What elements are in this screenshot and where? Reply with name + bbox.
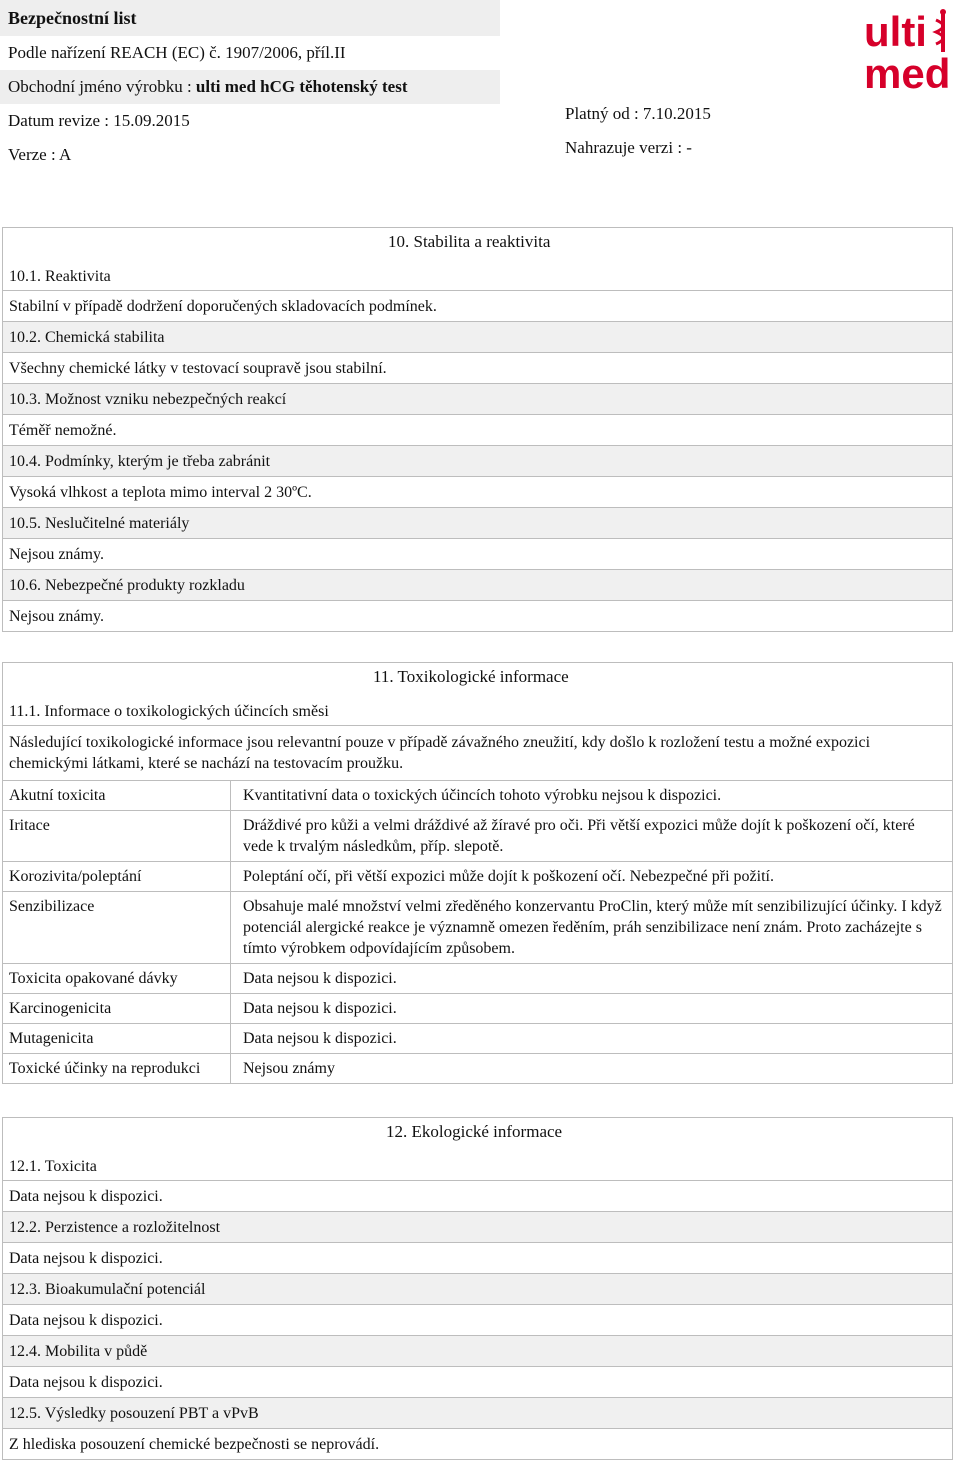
tox-value: Poleptání očí, při větší expozici může dojít k poškození očí. Nebezpečné při požití. bbox=[231, 861, 952, 891]
tox-value: Data nejsou k dispozici. bbox=[231, 993, 952, 1023]
row-12-b: 12.2. Perzistence a rozložitelnost bbox=[3, 1211, 952, 1242]
section-10-title: 10. Stabilita a reaktivita bbox=[388, 232, 551, 251]
row-12-e: Data nejsou k dispozici. bbox=[3, 1304, 952, 1335]
row-10-e: Téměř nemožné. bbox=[3, 414, 952, 445]
row-10-b: 10.2. Chemická stabilita bbox=[3, 321, 952, 352]
section-10-header bbox=[3, 227, 952, 290]
product-name: ulti med hCG těhotenský test bbox=[195, 77, 408, 96]
tox-value: Data nejsou k dispozici. bbox=[231, 1023, 952, 1053]
section-11-subtitle: 11.1. Informace o toxikologických účincích směsi bbox=[9, 703, 329, 720]
row-10-j: 10.6. Nebezpečné produkty rozkladu bbox=[3, 569, 952, 600]
tox-label: Karcinogenicita bbox=[3, 993, 231, 1023]
row-10-c: Všechny chemické látky v testovací soupravě jsou stabilní. bbox=[3, 352, 952, 383]
section-12-header bbox=[3, 1117, 952, 1180]
caduceus-icon bbox=[936, 9, 946, 52]
document-title: Bezpečnostní list bbox=[0, 0, 500, 36]
row-10-f: 10.4. Podmínky, kterým je třeba zabránit bbox=[3, 445, 952, 476]
section-12-subtitle: 12.1. Toxicita bbox=[9, 1158, 97, 1175]
tox-label: Toxické účinky na reprodukci bbox=[3, 1053, 231, 1083]
toxicology-table bbox=[3, 780, 952, 1083]
valid-from: Platný od : 7.10.2015 bbox=[565, 104, 711, 123]
section-11-title: 11. Toxikologické informace bbox=[373, 667, 569, 686]
row-12-a: Data nejsou k dispozici. bbox=[3, 1180, 952, 1211]
tox-value: Dráždivé pro kůži a velmi dráždivé až žíravé pro oči. Při větší expozici může dojít k poškození očí, které vede k trvalým následkům, příp. slepotě. bbox=[231, 810, 952, 861]
row-12-d: 12.3. Bioakumulační potenciál bbox=[3, 1273, 952, 1304]
section-10 bbox=[2, 227, 953, 632]
section-12 bbox=[2, 1117, 953, 1460]
replaces-version: Nahrazuje verzi : - bbox=[565, 138, 692, 157]
product-line bbox=[0, 70, 500, 104]
ulti-med-logo bbox=[862, 6, 954, 94]
row-12-g: Data nejsou k dispozici. bbox=[3, 1366, 952, 1397]
document-header bbox=[0, 0, 500, 172]
tox-value: Nejsou známy bbox=[231, 1053, 952, 1083]
section-11 bbox=[2, 662, 953, 1084]
row-12-i: Z hlediska posouzení chemické bezpečnosti se neprovádí. bbox=[3, 1428, 952, 1459]
section-12-title: 12. Ekologické informace bbox=[386, 1122, 563, 1141]
tox-value: Kvantitativní data o toxických účincích tohoto výrobku nejsou k dispozici. bbox=[231, 780, 952, 810]
regulation-line: Podle nařízení REACH (EC) č. 1907/2006, příl.II bbox=[8, 43, 346, 62]
tox-label: Senzibilizace bbox=[3, 891, 231, 963]
version: Verze : A bbox=[8, 145, 72, 164]
row-12-c: Data nejsou k dispozici. bbox=[3, 1242, 952, 1273]
row-10-a: Stabilní v případě dodržení doporučených skladovacích podmínek. bbox=[3, 290, 952, 321]
row-10-h: 10.5. Neslučitelné materiály bbox=[3, 507, 952, 538]
row-10-i: Nejsou známy. bbox=[3, 538, 952, 569]
logo-line2: med bbox=[864, 50, 951, 94]
tox-label: Korozivita/poleptání bbox=[3, 861, 231, 891]
section-10-subtitle: 10.1. Reaktivita bbox=[9, 268, 111, 285]
revision-date: Datum revize : 15.09.2015 bbox=[8, 111, 190, 130]
row-10-g: Vysoká vlhkost a teplota mimo interval 2 30ºC. bbox=[3, 476, 952, 507]
row-10-d: 10.3. Možnost vzniku nebezpečných reakcí bbox=[3, 383, 952, 414]
row-12-f: 12.4. Mobilita v půdě bbox=[3, 1335, 952, 1366]
tox-value: Data nejsou k dispozici. bbox=[231, 963, 952, 993]
tox-label: Mutagenicita bbox=[3, 1023, 231, 1053]
tox-value: Obsahuje malé množství velmi zředěného konzervantu ProClin, který může mít senzibilizující účinky. I když potenciál alergické reakce je významně omezen ředěním, práh senzibilizace není znám. Proto zacházejte s tímto výrobkem odpovídajícím způsobem. bbox=[231, 891, 952, 963]
logo-line1: ulti bbox=[864, 8, 927, 55]
tox-label: Akutní toxicita bbox=[3, 780, 231, 810]
row-12-h: 12.5. Výsledky posouzení PBT a vPvB bbox=[3, 1397, 952, 1428]
tox-label: Iritace bbox=[3, 810, 231, 861]
product-label: Obchodní jméno výrobku : bbox=[8, 77, 196, 96]
toxicology-intro: Následující toxikologické informace jsou relevantní pouze v případě závažného zneužití, kdy došlo k rozložení testu a možné expozici chemickými látkami, které se nachází na testovacím proužku. bbox=[3, 725, 952, 780]
tox-label: Toxicita opakované dávky bbox=[3, 963, 231, 993]
row-10-k: Nejsou známy. bbox=[3, 600, 952, 631]
section-11-header bbox=[3, 662, 952, 725]
